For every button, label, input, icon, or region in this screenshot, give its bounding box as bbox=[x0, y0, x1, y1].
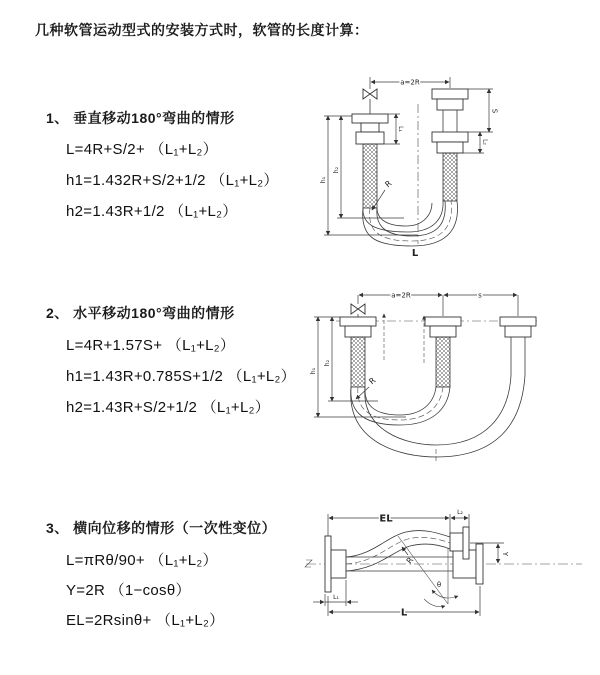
flange-fitting bbox=[425, 317, 461, 326]
radius-label: R bbox=[383, 178, 394, 190]
formula-line: h2=1.43R+S/2+1/2 （L₁+L₂） bbox=[66, 399, 271, 416]
section-3-heading: 3、 横向位移的情形（一次性变位） bbox=[46, 520, 277, 536]
formula-line: h1=1.43R+0.785S+1/2 （L₁+L₂） bbox=[66, 368, 296, 385]
diagram-vertical-180-bend bbox=[308, 68, 598, 260]
flange-fitting bbox=[340, 317, 376, 326]
dim-label-h2: h₂ bbox=[324, 359, 331, 367]
formula-line: h1=1.432R+S/2+1/2 （L₁+L₂） bbox=[66, 172, 279, 189]
angle-arc bbox=[424, 599, 445, 607]
hose-wall-displaced bbox=[346, 531, 450, 557]
diagram-horizontal-180-bend bbox=[306, 285, 594, 470]
hose-centerline-curve bbox=[346, 537, 450, 564]
hose-curve bbox=[377, 203, 432, 226]
dim-label-l1: L₁ bbox=[397, 126, 404, 132]
dim-label-l: L bbox=[400, 607, 408, 619]
diagram-lateral-displacement bbox=[298, 504, 590, 652]
flange-plate bbox=[463, 527, 469, 559]
braided-hose-section bbox=[363, 144, 377, 208]
flange-fitting bbox=[500, 317, 536, 326]
flange-fitting bbox=[361, 123, 379, 132]
braided-hose-section bbox=[443, 153, 457, 201]
formula-line: h2=1.43R+1/2 （L₁+L₂） bbox=[66, 203, 238, 220]
valve-icon bbox=[363, 89, 377, 99]
dim-label-l2: L₂ bbox=[481, 139, 489, 145]
section-2-heading: 2、 水平移动180°弯曲的情形 bbox=[46, 305, 235, 321]
flange-hub bbox=[450, 533, 463, 551]
dim-label-a2r: a=2R bbox=[391, 291, 411, 300]
braided-hose-section bbox=[351, 337, 365, 387]
section-1-heading: 1、 垂直移动180°弯曲的情形 bbox=[46, 110, 235, 126]
formula-line: EL=2Rsinθ+ （L₁+L₂） bbox=[66, 612, 225, 629]
radius-label: R bbox=[367, 375, 378, 387]
dim-label-s: S bbox=[490, 108, 499, 114]
formula-line: L=4R+S/2+ （L₁+L₂） bbox=[66, 141, 218, 158]
axis-break-mark bbox=[305, 560, 312, 567]
dim-label-el: EL bbox=[379, 513, 393, 525]
dim-label-h1: h₁ bbox=[310, 367, 317, 375]
flange-fitting bbox=[432, 89, 468, 99]
dim-label-y: Y bbox=[501, 551, 509, 557]
flange-fitting bbox=[352, 114, 388, 123]
flange-fitting bbox=[432, 132, 468, 142]
dim-label-l1: L₁ bbox=[333, 594, 339, 601]
angle-arc bbox=[432, 590, 458, 598]
flange-fitting bbox=[437, 142, 463, 153]
flange-fitting bbox=[356, 132, 384, 144]
dim-label-l2: L₂ bbox=[457, 509, 463, 516]
flange-plate bbox=[325, 536, 331, 592]
dim-label-s: s bbox=[478, 291, 482, 300]
formula-line: Y=2R （1−cosθ） bbox=[66, 582, 191, 599]
length-label: L bbox=[411, 248, 419, 259]
dim-label-h1: h₁ bbox=[320, 176, 327, 184]
flange-fitting bbox=[345, 326, 371, 337]
flange-fitting bbox=[430, 326, 456, 337]
hose-wall-displaced bbox=[346, 544, 450, 571]
braided-hose-section bbox=[436, 337, 450, 387]
flange-hub bbox=[331, 550, 346, 578]
dim-label-a2r: a=2R bbox=[400, 78, 420, 87]
angle-label-theta: θ bbox=[436, 581, 442, 589]
valve-icon bbox=[351, 304, 365, 314]
radius-label: R bbox=[404, 555, 416, 566]
flange-fitting bbox=[505, 326, 531, 337]
flange-fitting bbox=[437, 99, 463, 110]
page-title: 几种软管运动型式的安装方式时，软管的长度计算： bbox=[35, 22, 369, 38]
formula-line: L=πRθ/90+ （L₁+L₂） bbox=[66, 552, 218, 569]
dim-label-h2: h₂ bbox=[333, 166, 340, 174]
flange-plate bbox=[476, 544, 483, 584]
formula-line: L=4R+1.57S+ （L₁+L₂） bbox=[66, 337, 236, 354]
